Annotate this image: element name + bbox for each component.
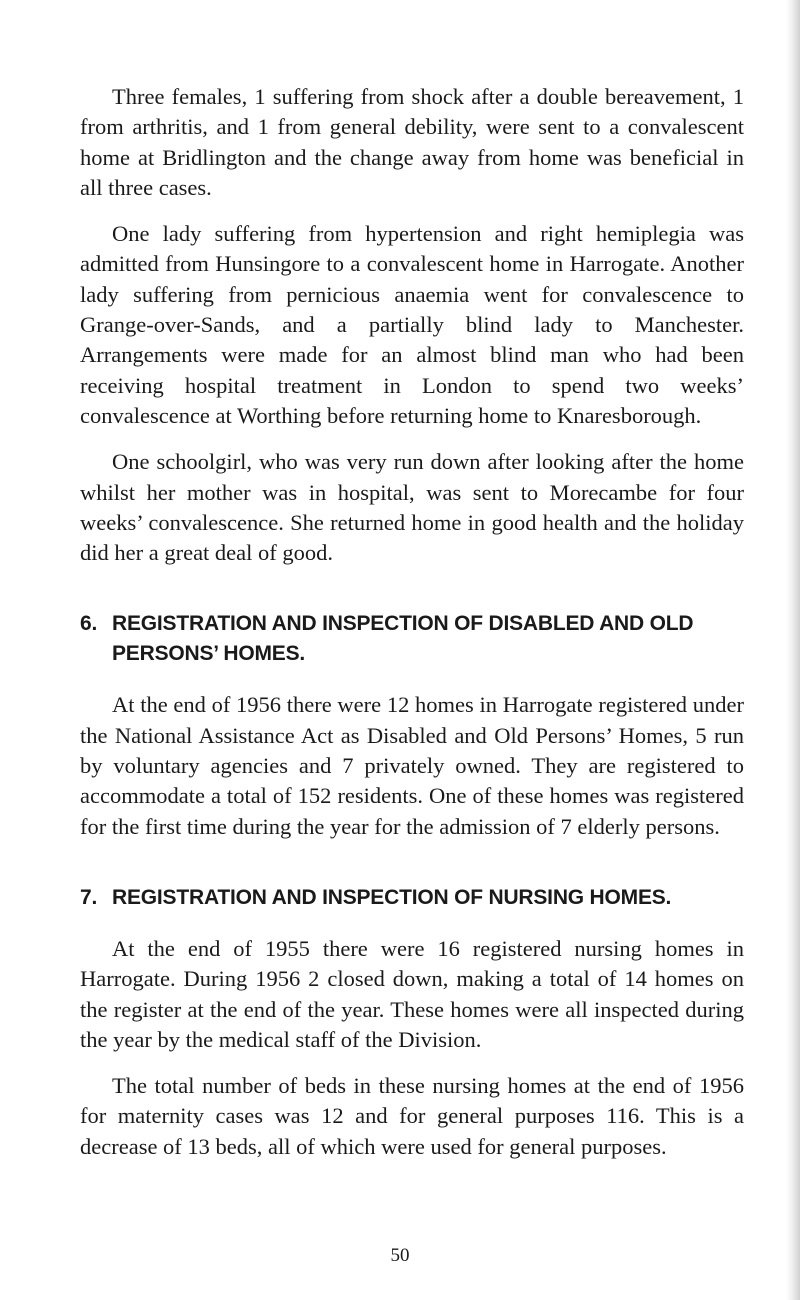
paragraph-convalescent-females: Three females, 1 suffering from shock after a double bereavement, 1 from arthritis, and 1 from general debility, were sent to a convalescent home at Bridlington and the change away from home was beneficial in all three cases. (80, 84, 744, 200)
section-title: REGISTRATION AND INSPECTION OF NURSING HOMES. (112, 885, 672, 909)
page-number: 50 (390, 1245, 410, 1266)
page-edge-shadow (786, 0, 800, 1300)
paragraph-convalescent-schoolgirl: One schoolgirl, who was very run down after looking after the home whilst her mother was in hospital, was sent to Morecambe for four weeks’ convalescence. She returned home in good health and the holiday did her a great deal of good. (80, 449, 744, 566)
section-number: 6. (80, 612, 98, 636)
section-heading-disabled-old-persons-homes (80, 609, 744, 669)
paragraph-nursing-homes-register: At the end of 1955 there were 16 registered nursing homes in Harrogate. During 1956 2 closed down, making a total of 14 homes on the register at the end of the year. These homes were all inspected during the year by the medical staff of the Division. (80, 935, 744, 1052)
page-content (80, 82, 744, 1162)
section-title: REGISTRATION AND INSPECTION OF DISABLED AND OLD PERSONS’ HOMES. (112, 612, 694, 666)
section-heading-nursing-homes (80, 883, 744, 913)
paragraph-nursing-homes-beds: The total number of beds in these nursing homes at the end of 1956 for maternity cases was 12 and for general purposes 116. This is a decrease of 13 beds, all of which were used for general purposes. (80, 1073, 744, 1159)
paragraph-convalescent-adults: One lady suffering from hypertension and right hemiplegia was admitted from Hunsingore to a convalescent home in Harrogate. Another lady suffering from pernicious anaemia went for convalescence to Grange-over-Sands, and a partially blind lady to Manchester. Arrangements were made for an almost blind man who had been receiving hospital treatment in London to spend two weeks’ convalescence at Worthing before returning home to Knaresborough. (80, 221, 744, 428)
paragraph-old-persons-homes: At the end of 1956 there were 12 homes in Harrogate registered under the National Assistance Act as Disabled and Old Persons’ Homes, 5 run by voluntary agencies and 7 privately owned. They are registered to accommodate a total of 152 residents. One of these homes was registered for the first time during the year for the admission of 7 elderly persons. (80, 692, 744, 839)
section-number: 7. (80, 885, 98, 909)
